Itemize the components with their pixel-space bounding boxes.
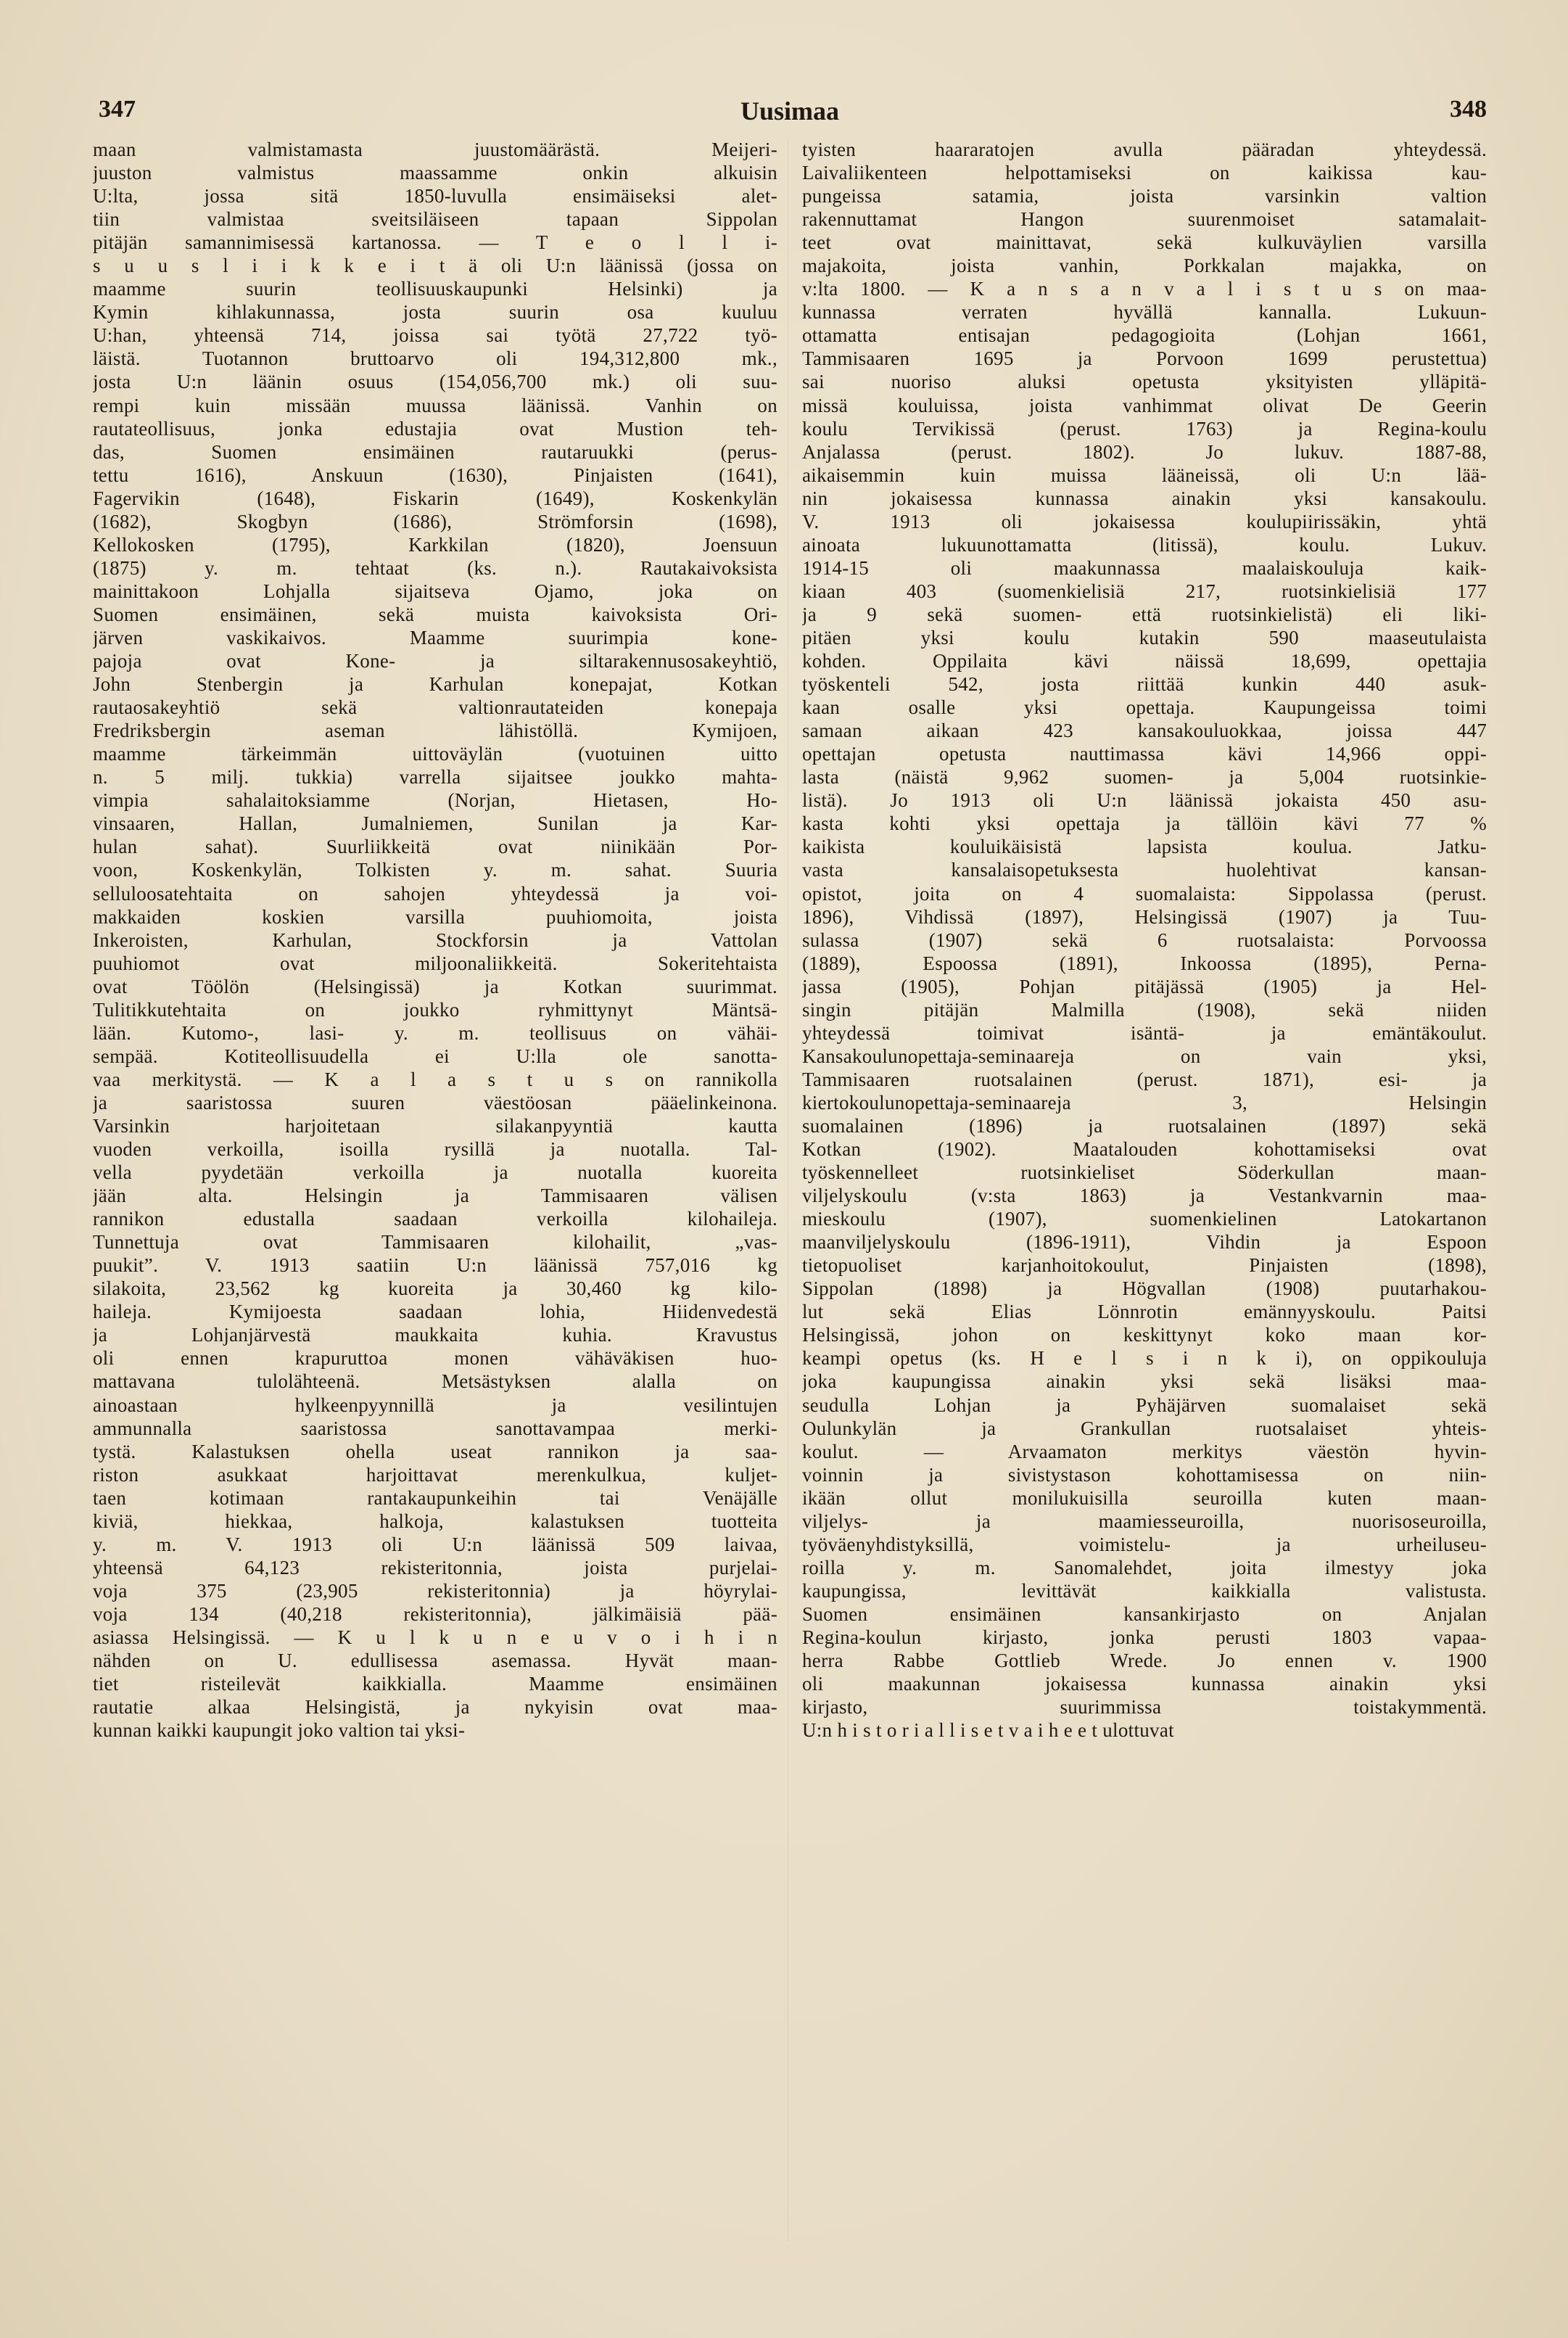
text-line: selluloosatehtaita on sahojen yhteydessä ja voi- bbox=[93, 882, 777, 905]
text-line: sempää. Kotiteollisuudella ei U:lla ole sanotta- bbox=[93, 1045, 777, 1067]
text-line: riston asukkaat harjoittavat merenkulkua, kuljet- bbox=[93, 1463, 777, 1486]
text-line: kiaan 403 (suomenkielisiä 217, ruotsinkielisiä 177 bbox=[802, 580, 1487, 602]
text-line: kaupungissa, levittävät kaikkialla valistusta. bbox=[802, 1579, 1487, 1602]
text-line: Regina-koulun kirjasto, jonka perusti 1803 vapaa- bbox=[802, 1626, 1487, 1648]
text-line: ja Lohjanjärvestä maukkaita kuhia. Kravustus bbox=[93, 1324, 777, 1346]
text-line: järven vaskikaivos. Maamme suurimpia kone- bbox=[93, 626, 777, 649]
text-line: s u u s l i i k k e i t ä oli U:n läänissä (jossa on bbox=[93, 255, 777, 277]
text-line: Kellokosken (1795), Karkkilan (1820), Joensuun bbox=[93, 533, 777, 556]
text-line: 1896), Vihdissä (1897), Helsingissä (1907) ja Tuu- bbox=[802, 905, 1487, 928]
text-line: (1889), Espoossa (1891), Inkoossa (1895), Perna- bbox=[802, 952, 1487, 974]
text-line: V. 1913 oli jokaisessa koulupiirissäkin, yhtä bbox=[802, 510, 1487, 532]
text-line: haileja. Kymijoesta saadaan lohia, Hiidenvedestä bbox=[93, 1301, 777, 1323]
text-line: ja 9 sekä suomen- että ruotsinkielistä) eli liki- bbox=[802, 603, 1487, 625]
text-line: kasta kohti yksi opettaja ja tällöin kävi 77 % bbox=[802, 812, 1487, 835]
text-line: pitäen yksi koulu kutakin 590 maaseutulaista bbox=[802, 626, 1487, 649]
text-line: oli ennen krapuruttoa monen vähäväkisen huo- bbox=[93, 1347, 777, 1370]
text-line: makkaiden koskien varsilla puuhiomoita, joista bbox=[93, 905, 777, 928]
text-line: lut sekä Elias Lönnrotin emännyyskoulu. Paitsi bbox=[802, 1301, 1487, 1323]
text-line: hulan sahat). Suurliikkeitä ovat niinikään Por- bbox=[93, 836, 777, 858]
text-line: viljelys- ja maamiesseuroilla, nuorisoseuroilla, bbox=[802, 1510, 1487, 1532]
text-line: John Stenbergin ja Karhulan konepajat, Kotkan bbox=[93, 673, 777, 696]
text-line: Laivaliikenteen helpottamiseksi on kaikissa kau- bbox=[802, 162, 1487, 184]
text-line: (1875) y. m. tehtaat (ks. n.). Rautakaivoksista bbox=[93, 556, 777, 579]
text-line: maanviljelyskoulu (1896-1911), Vihdin ja Espoon bbox=[802, 1231, 1487, 1254]
text-line: 1914-15 oli maakunnassa maalaiskouluja kaik- bbox=[802, 556, 1487, 579]
text-line: yhteydessä toimivat isäntä- ja emäntäkoulut. bbox=[802, 1021, 1487, 1044]
text-line: kiertokoulunopettaja-seminaareja 3, Helsingin bbox=[802, 1091, 1487, 1114]
text-line: jassa (1905), Pohjan pitäjässä (1905) ja Hel- bbox=[802, 975, 1487, 997]
left-column bbox=[93, 138, 777, 1742]
text-line: kaikista kouluikäisistä lapsista koulua. Jatku- bbox=[802, 836, 1487, 858]
text-line: tystä. Kalastuksen ohella useat rannikon ja saa- bbox=[93, 1440, 777, 1462]
text-line: koulu Tervikissä (perust. 1763) ja Regina-koulu bbox=[802, 417, 1487, 440]
text-line: voja 375 (23,905 rekisteritonnia) ja höyrylai- bbox=[93, 1579, 777, 1602]
text-line: sai nuoriso aluksi opetusta yksityisten ylläpitä- bbox=[802, 371, 1487, 393]
text-line: pitäjän samannimisessä kartanossa. — T e o l l i- bbox=[93, 231, 777, 254]
text-line: Suomen ensimäinen, sekä muista kaivoksista Ori- bbox=[93, 603, 777, 625]
text-line: vaa merkitystä. — K a l a s t u s on rannikolla bbox=[93, 1068, 777, 1090]
text-line: kunnan kaikki kaupungit joko valtion tai yksi- bbox=[93, 1719, 466, 1742]
text-line: nähden on U. edullisessa asemassa. Hyvät maan- bbox=[93, 1650, 777, 1672]
text-line: suomalainen (1896) ja ruotsalainen (1897) sekä bbox=[802, 1114, 1487, 1137]
text-line: maan valmistamasta juustomäärästä. Meijeri- bbox=[93, 139, 777, 160]
text-line: opettajan opetusta nauttimassa kävi 14,966 oppi- bbox=[802, 743, 1487, 765]
text-line: työskenteli 542, josta riittää kunkin 440 asuk- bbox=[802, 673, 1487, 696]
text-line: Kotkan (1902). Maatalouden kohottamiseksi ovat bbox=[802, 1138, 1487, 1161]
text-line: voinnin ja sivistystason kohottamisessa on niin- bbox=[802, 1463, 1487, 1486]
text-line: roilla y. m. Sanomalehdet, joita ilmestyy joka bbox=[802, 1556, 1487, 1578]
text-line: mainittakoon Lohjalla sijaitseva Ojamo, joka on bbox=[93, 580, 777, 602]
text-line: n. 5 milj. tukkia) varrella sijaitsee joukko mahta- bbox=[93, 766, 777, 789]
text-line: herra Rabbe Gottlieb Wrede. Jo ennen v. 1900 bbox=[802, 1650, 1487, 1672]
text-line: teet ovat mainittavat, sekä kulkuväylien varsilla bbox=[802, 231, 1487, 254]
text-line: tyisten haararatojen avulla pääradan yhteydessä. bbox=[802, 139, 1487, 160]
text-line: tiin valmistaa sveitsiläiseen tapaan Sippolan bbox=[93, 208, 777, 231]
text-line: seudulla Lohjan ja Pyhäjärven suomalaiset sekä bbox=[802, 1394, 1487, 1416]
text-line: kirjasto, suurimmissa toistakymmentä. bbox=[802, 1696, 1487, 1718]
text-line: (1682), Skogbyn (1686), Strömforsin (1698), bbox=[93, 510, 777, 532]
text-line: sulassa (1907) sekä 6 ruotsalaista: Porvoossa bbox=[802, 929, 1487, 951]
text-line: das, Suomen ensimäinen rautaruukki (perus- bbox=[93, 440, 777, 463]
text-line: tietopuoliset karjanhoitokoulut, Pinjaisten (1898), bbox=[802, 1254, 1487, 1277]
text-line: joka kaupungissa ainakin yksi sekä lisäksi maa- bbox=[802, 1370, 1487, 1393]
text-line: Inkeroisten, Karhulan, Stockforsin ja Vattolan bbox=[93, 929, 777, 951]
text-line: majakoita, joista vanhin, Porkkalan majakka, on bbox=[802, 255, 1487, 277]
text-line: y. m. V. 1913 oli U:n läänissä 509 laivaa, bbox=[93, 1533, 777, 1555]
text-line: singin pitäjän Malmilla (1908), sekä niiden bbox=[802, 998, 1487, 1021]
text-line: Suomen ensimäinen kansankirjasto on Anjalan bbox=[802, 1602, 1487, 1625]
text-line: työväenyhdistyksillä, voimistelu- ja urheiluseu- bbox=[802, 1533, 1487, 1555]
text-line: josta U:n läänin osuus (154,056,700 mk.) oli suu- bbox=[93, 371, 777, 393]
text-line: ammunnalla saaristossa sanottavampaa merki- bbox=[93, 1417, 777, 1439]
right-column bbox=[802, 138, 1487, 1742]
text-line: rautatie alkaa Helsingistä, ja nykyisin ovat maa- bbox=[93, 1696, 777, 1718]
text-line: ovat Töölön (Helsingissä) ja Kotkan suurimmat. bbox=[93, 975, 777, 997]
text-line: puukit”. V. 1913 saatiin U:n läänissä 757,016 kg bbox=[93, 1254, 777, 1277]
text-line: silakoita, 23,562 kg kuoreita ja 30,460 kg kilo- bbox=[93, 1277, 777, 1300]
text-line: jään alta. Helsingin ja Tammisaaren välisen bbox=[93, 1185, 777, 1207]
page-title: Uusimaa bbox=[740, 96, 840, 125]
text-line: keampi opetus (ks. H e l s i n k i), on oppikouluja bbox=[802, 1347, 1487, 1370]
text-line: kohden. Oppilaita kävi näissä 18,699, opettajia bbox=[802, 650, 1487, 672]
text-line: asiassa Helsingissä. — K u l k u n e u v o i h i n bbox=[93, 1626, 777, 1648]
text-line: rempi kuin missään muussa läänissä. Vanhin on bbox=[93, 394, 777, 416]
text-line: maamme suurin teollisuuskaupunki Helsinki) ja bbox=[93, 278, 777, 300]
text-line: rautateollisuus, jonka edustajia ovat Mustion teh- bbox=[93, 417, 777, 440]
text-line: vella pyydetään verkoilla ja nuotalla kuoreita bbox=[93, 1161, 777, 1184]
page-header bbox=[93, 96, 1487, 129]
text-line: rannikon edustalla saadaan verkoilla kilohaileja. bbox=[93, 1208, 777, 1230]
text-line: rakennuttamat Hangon suurenmoiset satamalait- bbox=[802, 208, 1487, 231]
text-line: Anjalassa (perust. 1802). Jo lukuv. 1887-88, bbox=[802, 440, 1487, 463]
text-line: maamme tärkeimmän uittoväylän (vuotuinen uitto bbox=[93, 743, 777, 765]
text-line: U:han, yhteensä 714, joissa sai työtä 27,722 työ- bbox=[93, 324, 777, 347]
text-line: Fagervikin (1648), Fiskarin (1649), Koskenkylän bbox=[93, 487, 777, 509]
text-line: vuoden verkoilla, isoilla rysillä ja nuotalla. Tal- bbox=[93, 1138, 777, 1161]
text-line: oli maakunnan jokaisessa kunnassa ainakin yksi bbox=[802, 1673, 1487, 1695]
text-line: koulut. — Arvaamaton merkitys väestön hyvin- bbox=[802, 1440, 1487, 1462]
text-line: ottamatta entisajan pedagogioita (Lohjan 1661, bbox=[802, 324, 1487, 347]
text-line: ja saaristossa suuren väestöosan pääelinkeinona. bbox=[93, 1091, 777, 1114]
text-line: U:lta, jossa sitä 1850-luvulla ensimäiseksi alet- bbox=[93, 185, 777, 207]
text-line: Tulitikkutehtaita on joukko ryhmittynyt Mäntsä- bbox=[93, 998, 777, 1021]
text-line: työskennelleet ruotsinkieliset Söderkullan maan- bbox=[802, 1161, 1487, 1184]
text-line: tettu 1616), Anskuun (1630), Pinjaisten (1641), bbox=[93, 464, 777, 486]
text-line: listä). Jo 1913 oli U:n läänissä jokaista 450 asu- bbox=[802, 789, 1487, 812]
text-line: vasta kansalaisopetuksesta huolehtivat kansan- bbox=[802, 859, 1487, 881]
text-line: yhteensä 64,123 rekisteritonnia, joista purjelai- bbox=[93, 1556, 777, 1578]
text-line: lään. Kutomo-, lasi- y. m. teollisuus on vähäi- bbox=[93, 1021, 777, 1044]
text-line: Kymin kihlakunnassa, josta suurin osa kuuluu bbox=[93, 301, 777, 324]
text-line: mieskoulu (1907), suomenkielinen Latokartanon bbox=[802, 1208, 1487, 1230]
text-line: Tammisaaren ruotsalainen (perust. 1871), esi- ja bbox=[802, 1068, 1487, 1090]
text-line: nin jokaisessa kunnassa ainakin yksi kansakoulu. bbox=[802, 487, 1487, 509]
text-line: Sippolan (1898) ja Högvallan (1908) puutarhakou- bbox=[802, 1277, 1487, 1300]
text-line: vinsaaren, Hallan, Jumalniemen, Sunilan ja Kar- bbox=[93, 812, 777, 835]
text-line: U:n h i s t o r i a l l i s e t v a i h e e t ulottuvat bbox=[802, 1719, 1174, 1742]
text-line: ikään ollut monilukuisilla seuroilla kuten maan- bbox=[802, 1486, 1487, 1509]
text-line: voon, Koskenkylän, Tolkisten y. m. sahat. Suuria bbox=[93, 859, 777, 881]
page-number-right: 348 bbox=[1450, 96, 1487, 123]
text-line: kiviä, hiekkaa, halkoja, kalastuksen tuotteita bbox=[93, 1510, 777, 1532]
text-line: samaan aikaan 423 kansakouluokkaa, joissa 447 bbox=[802, 720, 1487, 742]
text-line: tiet risteilevät kaikkialla. Maamme ensimäinen bbox=[93, 1673, 777, 1695]
text-line: ainoata lukuunottamatta (litissä), koulu. Lukuv. bbox=[802, 533, 1487, 556]
text-line: Kansakoulunopettaja-seminaareja on vain yksi, bbox=[802, 1045, 1487, 1067]
text-line: Helsingissä, johon on keskittynyt koko maan kor- bbox=[802, 1324, 1487, 1346]
text-line: Oulunkylän ja Grankullan ruotsalaiset yhteis- bbox=[802, 1417, 1487, 1439]
text-line: Fredriksbergin aseman lähistöllä. Kymijoen, bbox=[93, 720, 777, 742]
text-line: pajoja ovat Kone- ja siltarakennusosakeyhtiö, bbox=[93, 650, 777, 672]
text-line: puuhiomot ovat miljoonaliikkeitä. Sokeritehtaista bbox=[93, 952, 777, 974]
text-line: rautaosakeyhtiö sekä valtionrautateiden konepaja bbox=[93, 696, 777, 719]
text-line: missä kouluissa, joista vanhimmat olivat De Geerin bbox=[802, 394, 1487, 416]
text-line: opistot, joita on 4 suomalaista: Sippolassa (perust. bbox=[802, 882, 1487, 905]
text-line: Varsinkin harjoitetaan silakanpyyntiä kautta bbox=[93, 1114, 777, 1137]
text-line: vimpia sahalaitoksiamme (Norjan, Hietasen, Ho- bbox=[93, 789, 777, 812]
text-line: läistä. Tuotannon bruttoarvo oli 194,312,800 mk., bbox=[93, 347, 777, 370]
text-line: mattavana tulolähteenä. Metsästyksen alalla on bbox=[93, 1370, 777, 1393]
text-line: kunnassa verraten hyvällä kannalla. Lukuun- bbox=[802, 301, 1487, 324]
text-line: kaan osalle yksi opettaja. Kaupungeissa toimi bbox=[802, 696, 1487, 719]
text-line: Tunnettuja ovat Tammisaaren kilohailit, „vas- bbox=[93, 1231, 777, 1254]
text-line: viljelyskoulu (v:sta 1863) ja Vestankvarnin maa- bbox=[802, 1185, 1487, 1207]
text-line: taen kotimaan rantakaupunkeihin tai Venäjälle bbox=[93, 1486, 777, 1509]
text-line: Tammisaaren 1695 ja Porvoon 1699 perustettua) bbox=[802, 347, 1487, 370]
page-number-left: 347 bbox=[99, 96, 136, 123]
text-line: ainoastaan hylkeenpyynnillä ja vesilintujen bbox=[93, 1394, 777, 1416]
text-line: v:lta 1800. — K a n s a n v a l i s t u s on maa- bbox=[802, 278, 1487, 300]
text-line: voja 134 (40,218 rekisteritonnia), jälkimäisiä pää- bbox=[93, 1602, 777, 1625]
text-line: aikaisemmin kuin muissa lääneissä, oli U:n lää- bbox=[802, 464, 1487, 486]
text-line: lasta (näistä 9,962 suomen- ja 5,004 ruotsinkie- bbox=[802, 766, 1487, 789]
text-line: juuston valmistus maassamme onkin alkuisin bbox=[93, 162, 777, 184]
text-line: pungeissa satamia, joista varsinkin valtion bbox=[802, 185, 1487, 207]
